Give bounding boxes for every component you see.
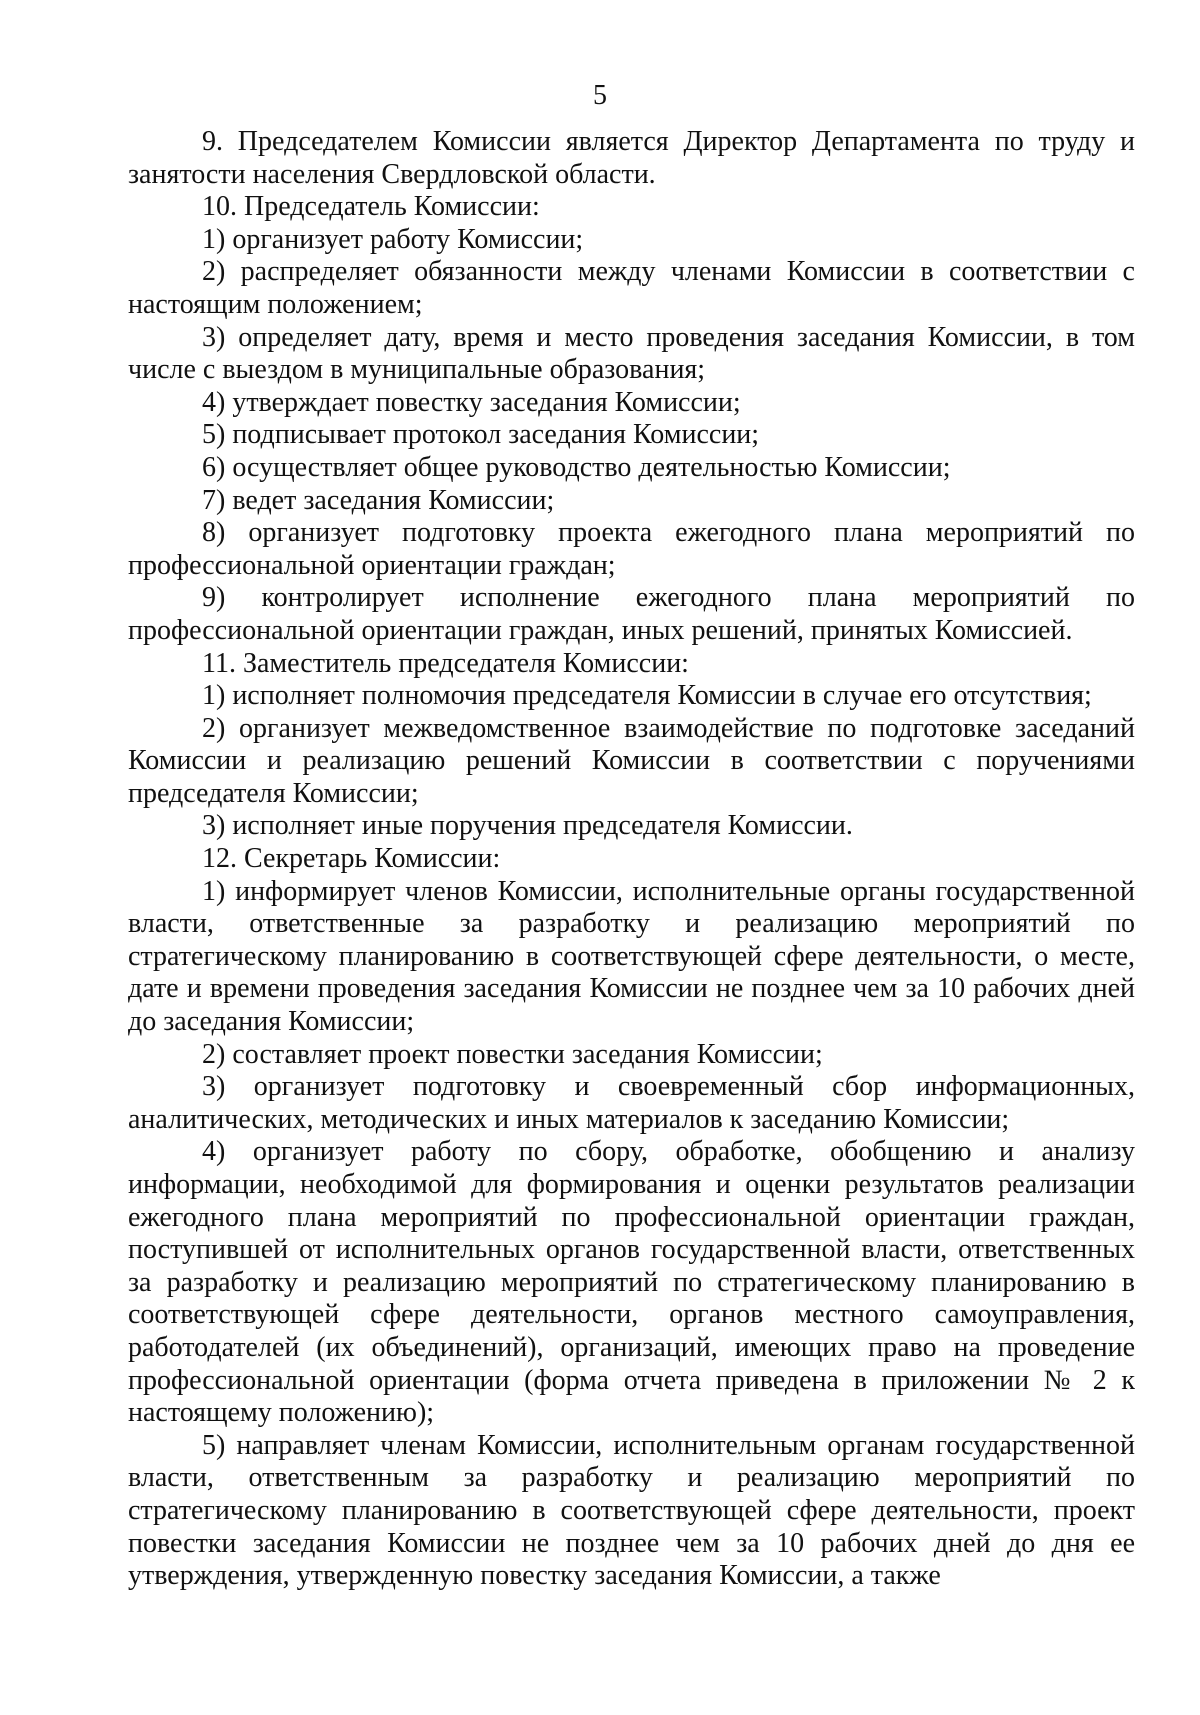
- list-item: 5) подписывает протокол заседания Комиссии;: [202, 419, 760, 451]
- list-item: 3) организует подготовку и своевременный сбор информационных, аналитических, методических и иных материалов к заседанию Комиссии;: [128, 1071, 1135, 1135]
- list-item: 4) утверждает повестку заседания Комиссии;: [202, 386, 741, 418]
- paragraph-10-heading: 10. Председатель Комиссии:: [202, 191, 540, 223]
- list-item: 5) направляет членам Комиссии, исполнительным органам государственной власти, ответственным за разработку и реализацию мероприятий по стратегическому планированию в соответствующей сфере деятельности, проект повестки заседания Комиссии не позднее чем за 10 рабочих дней до дня ее утверждения, утвержденную повестку заседания Комиссии, а также: [128, 1429, 1135, 1592]
- list-item: 7) ведет заседания Комиссии;: [202, 484, 555, 516]
- paragraph-12-heading: 12. Секретарь Комиссии:: [202, 843, 501, 875]
- list-item: 3) исполняет иные поручения председателя Комиссии.: [202, 810, 853, 842]
- list-item: 6) осуществляет общее руководство деятельностью Комиссии;: [202, 451, 951, 483]
- paragraph-9-chairman: 9. Председателем Комиссии является Директор Департамента по труду и занятости населения Свердловской области.: [128, 126, 1135, 190]
- page-number: 5: [593, 80, 607, 111]
- paragraph-11-heading: 11. Заместитель председателя Комиссии:: [202, 647, 689, 679]
- list-item: 2) распределяет обязанности между членами Комиссии в соответствии с настоящим положением;: [128, 256, 1135, 320]
- list-item: 2) составляет проект повестки заседания Комиссии;: [202, 1038, 823, 1070]
- list-item: 8) организует подготовку проекта ежегодного плана мероприятий по профессиональной ориентации граждан;: [128, 517, 1135, 581]
- document-body: [128, 126, 1135, 1593]
- list-item: 1) исполняет полномочия председателя Комиссии в случае его отсутствия;: [202, 680, 1092, 712]
- list-item: 4) организует работу по сбору, обработке, обобщению и анализу информации, необходимой для формирования и оценки результатов реализации ежегодного плана мероприятий по профессиональной ориентации граждан, поступившей от исполнительных органов государственной власти, ответственных за разработку и реализацию мероприятий по стратегическому планированию в соответствующей сфере деятельности, органов местного самоуправления, работодателей (их объединений), организаций, имеющих право на проведение профессиональной ориентации (форма отчета приведена в приложении № 2 к настоящему положению);: [128, 1136, 1135, 1429]
- list-item: 1) информирует членов Комиссии, исполнительные органы государственной власти, ответственные за разработку и реализацию мероприятий по стратегическому планированию в соответствующей сфере деятельности, о месте, дате и времени проведения заседания Комиссии не позднее чем за 10 рабочих дней до заседания Комиссии;: [128, 875, 1135, 1038]
- list-item: 3) определяет дату, время и место проведения заседания Комиссии, в том числе с выездом в муниципальные образования;: [128, 321, 1135, 386]
- list-item: 1) организует работу Комиссии;: [202, 223, 584, 255]
- list-item: 2) организует межведомственное взаимодействие по подготовке заседаний Комиссии и реализацию решений Комиссии в соответствии с поручениями председателя Комиссии;: [128, 712, 1135, 809]
- list-item: 9) контролирует исполнение ежегодного плана мероприятий по профессиональной ориентации граждан, иных решений, принятых Комиссией.: [128, 582, 1135, 646]
